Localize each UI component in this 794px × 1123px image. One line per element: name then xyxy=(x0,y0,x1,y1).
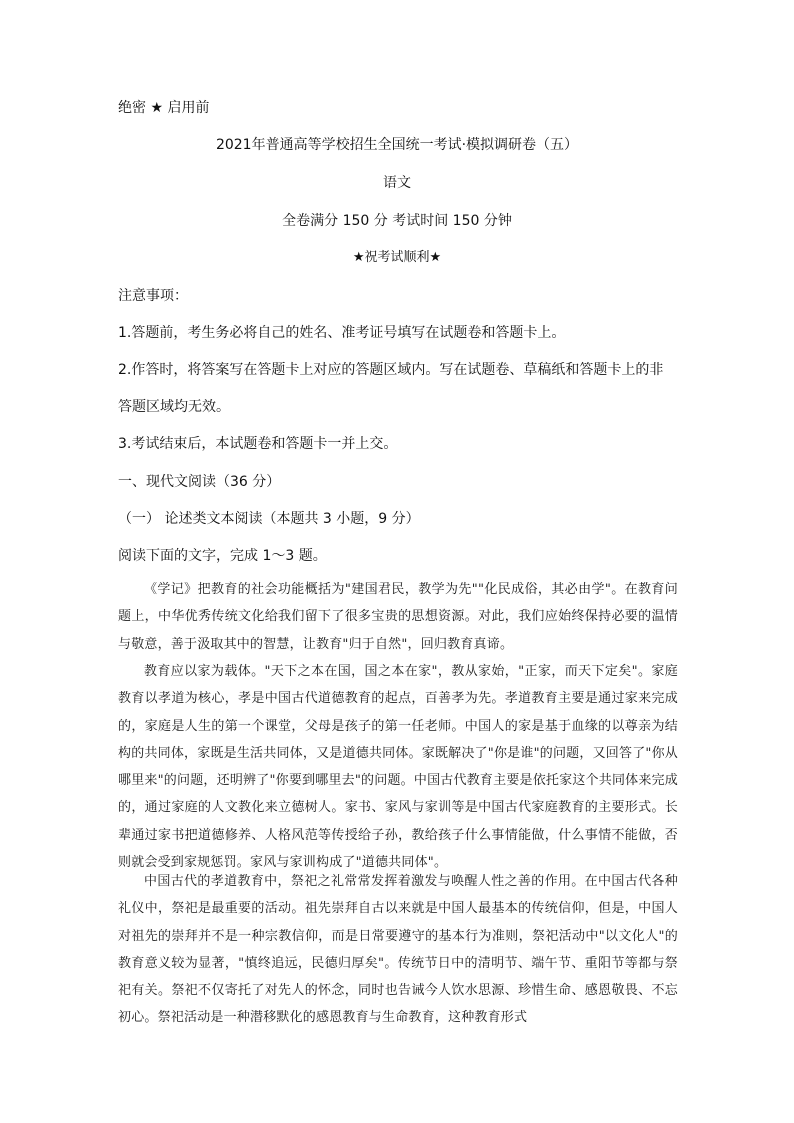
subsection-heading: （一） 论述类文本阅读（本题共 3 小题，9 分） xyxy=(118,511,420,527)
passage-paragraph-2: 教育应以家为载体。"天下之本在国，国之本在家"，教从家始，"正家，而天下定矣"。家庭教育以孝道为核心，孝是中国古代道德教育的起点，百善孝为先。孝道教育主要是通过家来完成的，家庭是人生的第一个课堂，父母是孩子的第一任老师。中国人的家是基于血缘的以尊亲为结构的共同体，家既是生活共同体，又是道德共同体。家既解决了"你是谁"的问题，又回答了"你从哪里来"的问题，还明辨了"你要到哪里去"的问题。中国古代教育主要是依托家这个共同体来完成的，通过家庭的人文教化来立德树人。家书、家风与家训等是中国古代家庭教育的主要形式。长辈通过家书把道德修养、人格风范等传授给子孙，教给孩子什么事情能做，什么事情不能做，否则就会受到家规惩罚。家风与家训构成了"道德共同体"。 xyxy=(118,664,678,871)
wish-line: ★祝考试顺利★ xyxy=(352,250,442,265)
note-item-1: 1.答题前，考生务必将自己的姓名、准考证号填写在试题卷和答题卡上。 xyxy=(118,325,566,341)
note-item-2-line-2: 答题区域均无效。 xyxy=(118,399,230,415)
secret-label: 绝密 ★ 启用前 xyxy=(118,100,210,116)
notes-heading: 注意事项： xyxy=(118,288,188,304)
score-time: 全卷满分 150 分 考试时间 150 分钟 xyxy=(282,213,512,229)
reading-instruction: 阅读下面的文字，完成 1～3 题。 xyxy=(118,548,327,564)
note-item-2-line-1: 2.作答时，将答案写在答题卡上对应的答题区域内。写在试题卷、草稿纸和答题卡上的非 xyxy=(118,362,664,378)
exam-title: 2021年普通高等学校招生全国统一考试·模拟调研卷（五） xyxy=(215,137,579,153)
passage-paragraph-3: 中国古代的孝道教育中，祭祀之礼常常发挥着激发与唤醒人性之善的作用。在中国古代各种礼仪中，祭祀是最重要的活动。祖先崇拜自古以来就是中国人最基本的传统信仰，但是，中国人对祖先的崇拜并不是一种宗教信仰，而是日常要遵守的基本行为准则，祭祀活动中"以文化人"的教育意义较为显著，"慎终追远，民德归厚矣"。传统节日中的清明节、端午节、重阳节等都与祭祀有关。祭祀不仅寄托了对先人的怀念，同时也告诫今人饮水思源、珍惜生命、感恩敬畏、不忘初心。祭祀活动是一种潜移默化的感恩教育与生命教育，这种教育形式 xyxy=(118,874,678,1026)
passage-paragraph-1: 《学记》把教育的社会功能概括为"建国君民，教学为先""化民成俗，其必由学"。在教育问题上，中华优秀传统文化给我们留下了很多宝贵的思想资源。对此，我们应始终保持必要的温情与敬意，善于汲取其中的智慧，让教育"归于自然"，回归教育真谛。 xyxy=(118,582,678,652)
section-heading: 一、现代文阅读（36 分） xyxy=(118,474,281,490)
note-item-3: 3.考试结束后，本试题卷和答题卡一并上交。 xyxy=(118,436,398,452)
subject-title: 语文 xyxy=(383,175,411,191)
